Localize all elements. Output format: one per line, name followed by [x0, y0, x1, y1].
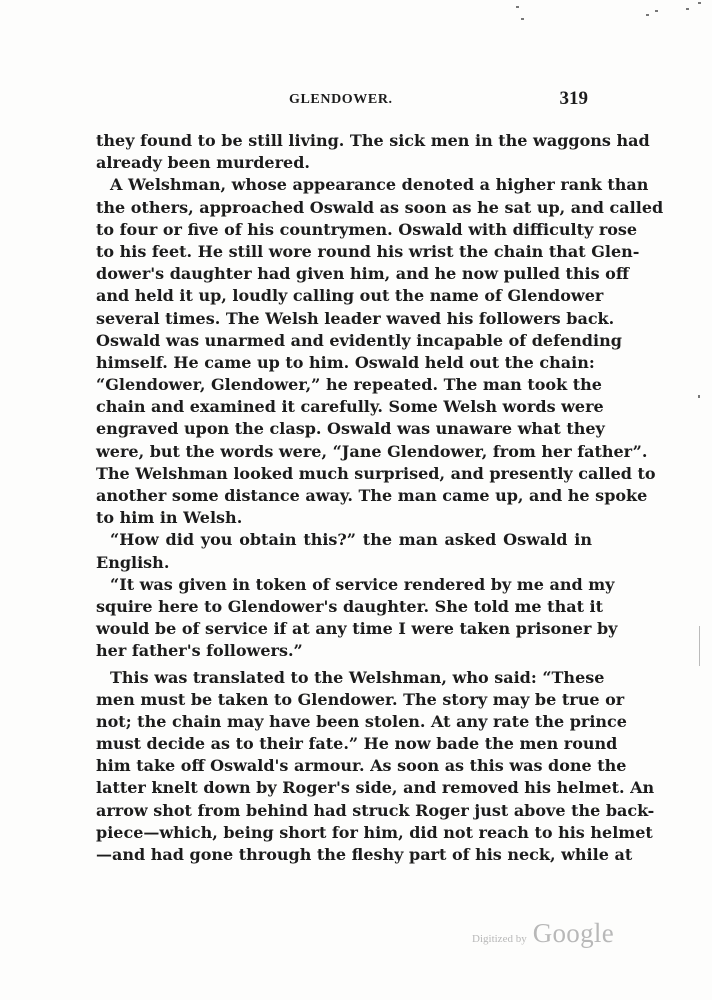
text-line: men must be taken to Glendower. The story may be true or: [96, 689, 625, 709]
text-line: her father's followers.”: [96, 641, 303, 661]
text-line: Oswald was unarmed and evidently incapable of defending: [96, 330, 622, 350]
body-text: [96, 130, 664, 866]
scan-speck: [516, 6, 519, 8]
text-line: and held it up, loudly calling out the name of Glendower: [96, 286, 604, 306]
digitized-by-google-watermark: [472, 918, 614, 949]
scan-speck: [699, 626, 700, 666]
text-line: The Welshman looked much surprised, and presently called to: [96, 463, 656, 483]
text-line: another some distance away. The man came up, and he spoke: [96, 486, 648, 505]
scan-speck: [698, 2, 701, 4]
scan-speck: [698, 395, 700, 398]
text-line: himself. He came up to him. Oswald held out the chain:: [96, 352, 595, 372]
running-header: [96, 88, 592, 118]
text-line: This was translated to the Welshman, who said: “These: [110, 667, 605, 687]
text-line: arrow shot from behind had struck Roger just above the back-: [96, 800, 655, 820]
watermark-prefix: Digitized by: [472, 933, 527, 945]
text-line: several times. The Welsh leader waved his followers back.: [96, 308, 615, 328]
text-line: chain and examined it carefully. Some Welsh words were: [96, 397, 604, 417]
scan-speck: [686, 8, 689, 10]
text-line: the others, approached Oswald as soon as he sat up, and called: [96, 197, 664, 217]
text-line: “How did you obtain this?” the man asked Oswald in: [110, 530, 592, 550]
scan-speck: [646, 14, 649, 16]
text-line: him take off Oswald's armour. As soon as this was done the: [96, 756, 627, 776]
text-line: squire here to Glendower's daughter. She told me that it: [96, 596, 603, 616]
text-line: dower's daughter had given him, and he now pulled this off: [96, 264, 629, 284]
running-head-title: GLENDOWER.: [289, 92, 393, 107]
google-logo: Google: [532, 918, 614, 948]
text-line: already been murdered.: [96, 153, 310, 173]
text-line: would be of service if at any time I were taken prisoner by: [96, 619, 618, 639]
page-number: 319: [559, 88, 588, 109]
text-line: they found to be still living. The sick men in the waggons had: [96, 131, 650, 150]
text-line: were, but the words were, “Jane Glendower, from her father”.: [96, 441, 648, 461]
text-line: engraved upon the clasp. Oswald was unaware what they: [96, 419, 605, 439]
text-line: to his feet. He still wore round his wrist the chain that Glen-: [96, 241, 640, 261]
text-line: to him in Welsh.: [96, 508, 243, 528]
text-line: —and had gone through the fleshy part of his neck, while at: [96, 845, 633, 864]
text-line: “It was given in token of service rendered by me and my: [110, 574, 615, 594]
scan-speck: [521, 18, 524, 20]
text-line: A Welshman, whose appearance denoted a higher rank than: [110, 175, 649, 195]
text-line: English.: [96, 552, 170, 572]
text-line: to four or five of his countrymen. Oswald with difficulty rose: [96, 219, 638, 239]
text-line: latter knelt down by Roger's side, and removed his helmet. An: [96, 778, 655, 798]
text-line: must decide as to their fate.” He now bade the men round: [96, 734, 618, 754]
text-line: not; the chain may have been stolen. At any rate the prince: [96, 711, 627, 731]
text-line: piece—which, being short for him, did not reach to his helmet: [96, 822, 653, 842]
scan-speck: [655, 10, 658, 12]
text-line: “Glendower, Glendower,” he repeated. The man took the: [96, 375, 602, 395]
